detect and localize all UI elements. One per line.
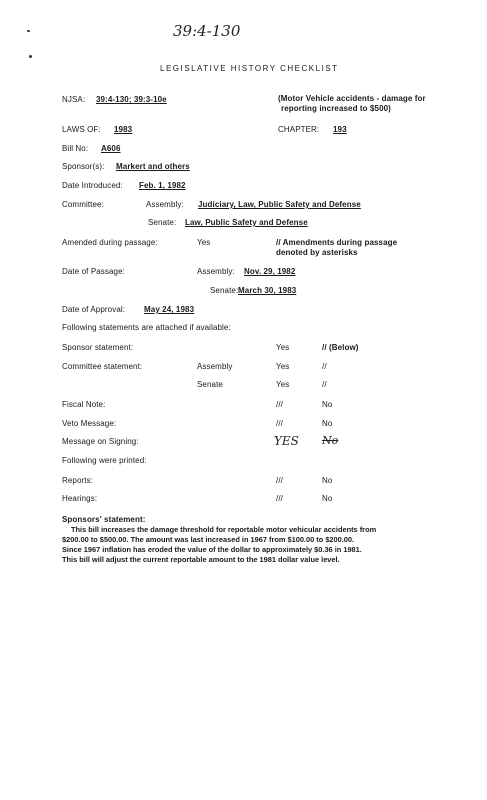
passage-assembly-value: Nov. 29, 1982 bbox=[244, 267, 296, 276]
hearings-value: /// bbox=[276, 494, 283, 503]
date-introduced-label: Date Introduced: bbox=[62, 181, 123, 190]
reports-note: No bbox=[322, 476, 333, 485]
reports-label: Reports: bbox=[62, 476, 94, 485]
committee-assembly-value: Judiciary, Law, Public Safety and Defense bbox=[198, 200, 361, 209]
laws-of-label: LAWS OF: bbox=[62, 125, 101, 134]
date-of-approval-label: Date of Approval: bbox=[62, 305, 126, 314]
date-of-approval-value: May 24, 1983 bbox=[144, 305, 195, 314]
sponsor-statement-value: Yes bbox=[276, 343, 290, 352]
fiscal-note-label: Fiscal Note: bbox=[62, 400, 106, 409]
amended-note-line-2: denoted by asterisks bbox=[276, 248, 358, 257]
sponsors-label: Sponsor(s): bbox=[62, 162, 105, 171]
fiscal-note-note: No bbox=[322, 400, 333, 409]
amended-label: Amended during passage: bbox=[62, 238, 158, 247]
printed-heading: Following were printed: bbox=[62, 456, 147, 465]
njsa-label: NJSA: bbox=[62, 95, 86, 104]
committee-statement-label: Committee statement: bbox=[62, 362, 143, 371]
sponsors-statement-line: Since 1967 inflation has eroded the value of the dollar to approximately $0.36 in 1981. bbox=[62, 545, 362, 554]
sponsor-statement-note: // (Below) bbox=[322, 343, 359, 352]
handwritten-reference: 39:4-130 bbox=[173, 22, 241, 40]
sponsors-statement-heading: Sponsors' statement: bbox=[62, 515, 146, 524]
committee-statement-assembly-note: // bbox=[322, 362, 327, 371]
committee-senate-value: Law, Public Safety and Defense bbox=[185, 218, 308, 227]
sponsors-value: Markert and others bbox=[116, 162, 190, 171]
veto-message-label: Veto Message: bbox=[62, 419, 117, 428]
subject-line-1: (Motor Vehicle accidents - damage for bbox=[278, 94, 426, 103]
date-of-passage-label: Date of Passage: bbox=[62, 267, 125, 276]
sponsors-statement-line: $200.00 to $500.00. The amount was last increased in 1967 from $100.00 to $200.00. bbox=[62, 535, 355, 544]
passage-assembly-label: Assembly: bbox=[197, 267, 235, 276]
committee-assembly-label: Assembly: bbox=[146, 200, 184, 209]
chapter-value: 193 bbox=[333, 125, 347, 134]
date-introduced-value: Feb. 1, 1982 bbox=[139, 181, 186, 190]
veto-message-note: No bbox=[322, 419, 333, 428]
fiscal-note-value: /// bbox=[276, 400, 283, 409]
committee-statement-assembly: Assembly bbox=[197, 362, 233, 371]
sponsors-statement-line: This bill will adjust the current reportable amount to the 1981 dollar value level. bbox=[62, 555, 340, 564]
committee-statement-senate-note: // bbox=[322, 380, 327, 389]
stray-mark bbox=[29, 55, 32, 58]
committee-statement-senate: Senate bbox=[197, 380, 223, 389]
message-on-signing-value: YES bbox=[274, 434, 299, 448]
bill-no-label: Bill No: bbox=[62, 144, 89, 153]
hearings-label: Hearings: bbox=[62, 494, 98, 503]
message-on-signing-label: Message on Signing: bbox=[62, 437, 139, 446]
passage-senate-label: Senate: bbox=[210, 286, 239, 295]
sponsor-statement-label: Sponsor statement: bbox=[62, 343, 134, 352]
committee-label: Committee: bbox=[62, 200, 104, 209]
amended-note-line-1: // Amendments during passage bbox=[276, 238, 398, 247]
passage-senate-value: March 30, 1983 bbox=[238, 286, 297, 295]
reports-value: /// bbox=[276, 476, 283, 485]
chapter-label: CHAPTER: bbox=[278, 125, 320, 134]
sponsors-statement-line: This bill increases the damage threshold for reportable motor vehicular accidents from bbox=[71, 525, 377, 534]
attached-heading: Following statements are attached if available: bbox=[62, 323, 231, 332]
bill-no-value: A606 bbox=[101, 144, 121, 153]
committee-senate-label: Senate: bbox=[148, 218, 177, 227]
message-on-signing-note: No bbox=[322, 434, 339, 447]
committee-statement-assembly-value: Yes bbox=[276, 362, 290, 371]
page-title: LEGISLATIVE HISTORY CHECKLIST bbox=[160, 64, 339, 73]
committee-statement-senate-value: Yes bbox=[276, 380, 290, 389]
hearings-note: No bbox=[322, 494, 333, 503]
subject-line-2: reporting increased to $500) bbox=[281, 104, 391, 113]
veto-message-value: /// bbox=[276, 419, 283, 428]
stray-mark bbox=[27, 30, 30, 32]
amended-value: Yes bbox=[197, 238, 211, 247]
laws-of-value: 1983 bbox=[114, 125, 133, 134]
njsa-value: 39:4-130; 39:3-10e bbox=[96, 95, 167, 104]
